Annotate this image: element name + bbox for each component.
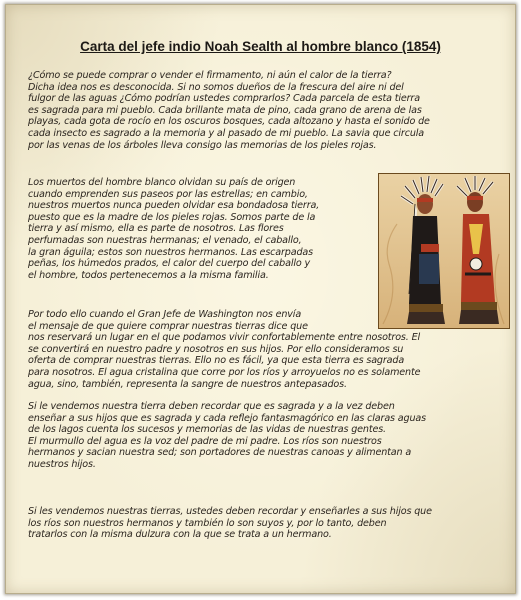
- text-line: cada insecto es sagrado a la memoria y al pasado de mi pueblo. La savia que circula: [28, 127, 425, 139]
- text-line: fulgor de las aguas ¿Cómo podrían ustedes comprarlos? Cada parcela de esta tierra: [28, 93, 420, 105]
- text-line: para nosotros. El agua cristalina que corre por los ríos y arroyuelos no es solamente: [28, 366, 421, 378]
- text-line: ¿Cómo se puede comprar o vender el firmamento, ni aún el calor de la tierra?: [28, 70, 392, 81]
- text-line: oferta de comprar nuestras tierras. Ello no es fácil, ya que esta tierra es sagrada: [28, 355, 405, 367]
- text-line: El murmullo del agua es la voz del padre de mi padre. Los ríos son nuestros: [28, 435, 382, 447]
- text-line: cuando emprenden sus paseos por las estrellas; en cambio,: [28, 188, 308, 200]
- text-line: agua, sino, también, representa la sangre de nuestros antepasados.: [28, 378, 347, 390]
- text-line: el hombre, todos pertenecemos a la misma familia.: [28, 269, 269, 281]
- document-title: Carta del jefe indio Noah Sealth al hombre blanco (1854): [80, 39, 441, 54]
- text-line: playas, cada gota de rocío en los oscuros bosques, cada altozano y hasta el sonido de: [28, 116, 430, 128]
- text-line: Los muertos del hombre blanco olvidan su país de origen: [28, 177, 296, 188]
- text-line: puesto que es la madre de los pieles rojas. Somos parte de la: [28, 211, 316, 223]
- native-chiefs-painting: [378, 173, 510, 329]
- text-line: perfumadas son nuestras hermanas; el venado, el caballo,: [28, 234, 302, 246]
- paragraph-3: [28, 309, 504, 390]
- paragraph-5: [28, 506, 504, 541]
- text-line: el mensaje de que quiere comprar nuestras tierras dice que: [28, 320, 308, 332]
- text-line: los ríos son nuestros hermanos y también lo son suyos y, por lo tanto, deben: [28, 517, 387, 529]
- text-line: tratarlos con la misma dulzura con la que se trata a un hermano.: [28, 529, 332, 541]
- painting-icon: [379, 174, 509, 328]
- paragraph-4: [28, 401, 504, 471]
- paragraph-1: [28, 70, 504, 151]
- text-line: es sagrada para mi pueblo. Cada brillante mata de pino, cada grano de arena de las: [28, 104, 422, 116]
- text-line: peñas, los húmedos prados, el calor del cuerpo del caballo y: [28, 258, 310, 270]
- text-line: Si le vendemos nuestra tierra deben recordar que es sagrada y a la vez deben: [28, 401, 395, 412]
- text-line: nuestros hijos.: [28, 458, 96, 470]
- text-line: hermanos y sacian nuestra sed; son portadores de nuestras canoas y alimentan a: [28, 447, 412, 459]
- text-line: nuestros muertos nunca pueden olvidar esa bondadosa tierra,: [28, 200, 320, 212]
- parchment-sheet: [5, 4, 516, 594]
- text-line: tierra y así mismo, ella es parte de nosotros. Las flores: [28, 223, 284, 235]
- text-line: enseñar a sus hijos que es sagrada y cada reflejo fantasmagórico en las claras aguas: [28, 412, 426, 424]
- text-line: por las venas de los árboles lleva consigo las memorias de los pieles rojas.: [28, 139, 377, 151]
- text-line: Por todo ello cuando el Gran Jefe de Washington nos envía: [28, 309, 302, 320]
- paragraph-2: [28, 177, 373, 281]
- text-line: se convertirá en nuestro padre y nosotros en sus hijos. Por ello consideramos su: [28, 343, 404, 355]
- text-line: Si les vendemos nuestras tierras, ustedes deben recordar y enseñarles a sus hijos que: [28, 506, 432, 517]
- text-line: Dicha idea nos es desconocida. Si no somos dueños de la frescura del aire ni del: [28, 81, 404, 93]
- text-line: la gran águila; estos son nuestros hermanos. Las escarpadas: [28, 246, 313, 258]
- text-line: de los lagos cuenta los sucesos y memorias de las vidas de nuestras gentes.: [28, 424, 386, 436]
- text-line: nos reservará un lugar en el que podamos vivir confortablemente entre nosotros. El: [28, 332, 420, 344]
